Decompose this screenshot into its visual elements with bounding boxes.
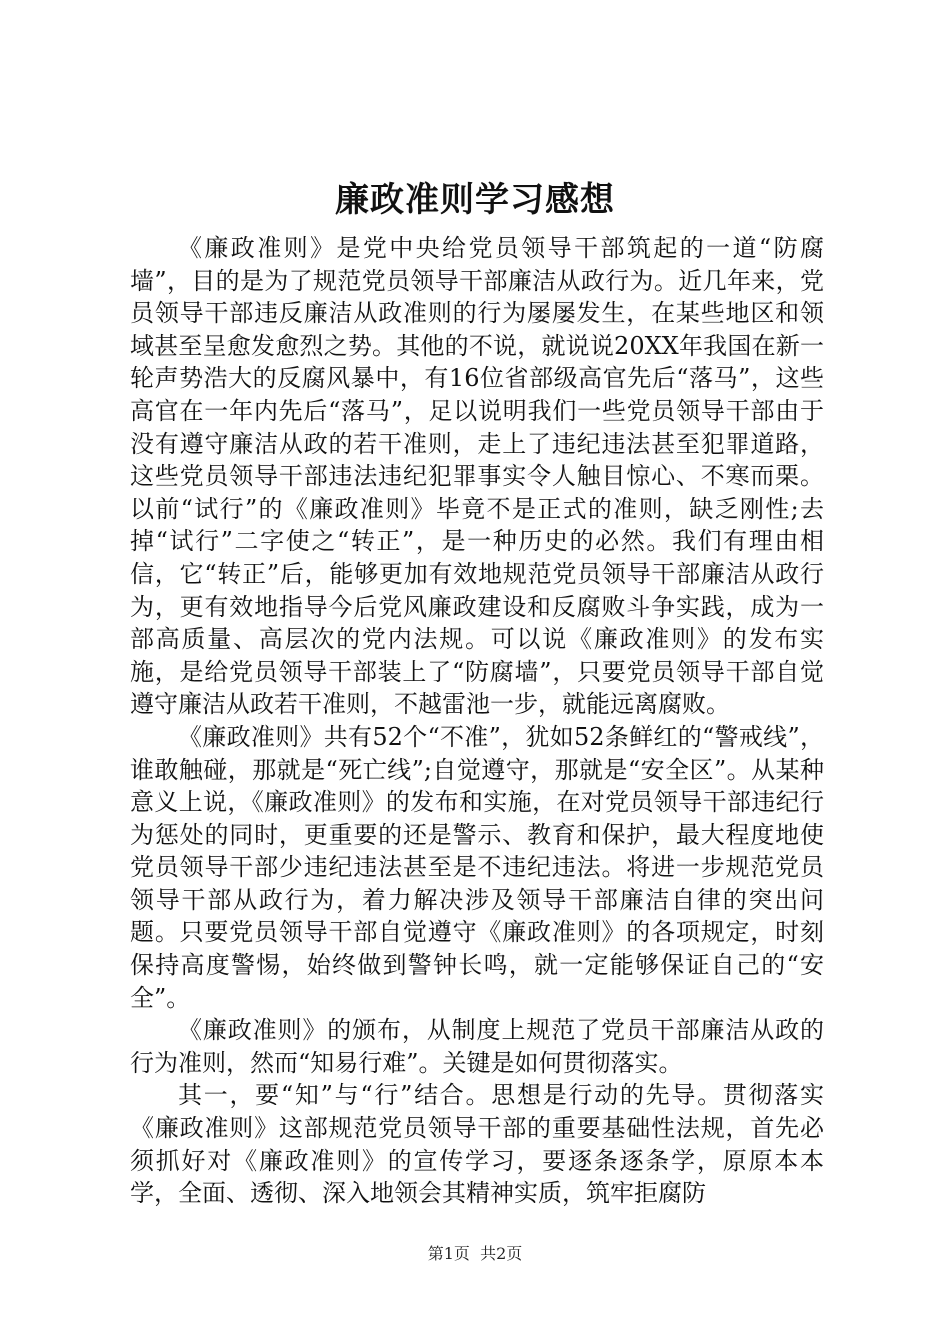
paragraph-1: 《廉政准则》是党中央给党员领导干部筑起的一道“防腐墙”，目的是为了规范党员领导干部廉洁从政行为。近几年来，党员领导干部违反廉洁从政准则的行为屡屡发生，在某些地区和领域甚至呈愈发愈烈之势。其他的不说，就说说20XX年我国在新一轮声势浩大的反腐风暴中，有16位省部级高官先后“落马”，这些高官在一年内先后“落马”，足以说明我们一些党员领导干部由于没有遵守廉洁从政的若干准则，走上了违纪违法甚至犯罪道路，这些党员领导干部违法违纪犯罪事实令人触目惊心、不寒而栗。以前“试行”的《廉政准则》毕竟不是正式的准则，缺乏刚性;去掉“试行”二字使之“转正”，是一种历史的必然。我们有理由相信，它“转正”后，能够更加有效地规范党员领导干部廉洁从政行为，更有效地指导今后党风廉政建设和反腐败斗争实践，成为一部高质量、高层次的党内法规。可以说《廉政准则》的发布实施，是给党员领导干部装上了“防腐墙”，只要党员领导干部自觉遵守廉洁从政若干准则，不越雷池一步，就能远离腐败。 <box>130 234 824 719</box>
paragraph-4: 其一，要“知”与“行”结合。思想是行动的先导。贯彻落实《廉政准则》这部规范党员领导干部的重要基础性法规，首先必须抓好对《廉政准则》的宣传学习，要逐条逐条学，原原本本学，全面、透彻、深入地领会其精神实质，筑牢拒腐防 <box>130 1081 824 1208</box>
page-number-indicator: 第1页 共2页 <box>427 1244 523 1263</box>
document-title: 廉政准则学习感想 <box>335 180 615 220</box>
page-footer <box>0 1244 950 1264</box>
paragraph-3: 《廉政准则》的颁布，从制度上规范了党员干部廉洁从政的行为准则，然而“知易行难”。关键是如何贯彻落实。 <box>130 1016 824 1077</box>
document-body <box>130 232 824 1210</box>
paragraph-2: 《廉政准则》共有52个“不准”，犹如52条鲜红的“警戒线”，谁敢触碰，那就是“死亡线”;自觉遵守，那就是“安全区”。从某种意义上说，《廉政准则》的发布和实施，在对党员领导干部违纪行为惩处的同时，更重要的还是警示、教育和保护，最大程度地使党员领导干部少违纪违法甚至是不违纪违法。将进一步规范党员领导干部从政行为，着力解决涉及领导干部廉洁自律的突出问题。只要党员领导干部自觉遵守《廉政准则》的各项规定，时刻保持高度警惕，始终做到警钟长鸣，就一定能够保证自己的“安全”。 <box>130 722 824 1012</box>
